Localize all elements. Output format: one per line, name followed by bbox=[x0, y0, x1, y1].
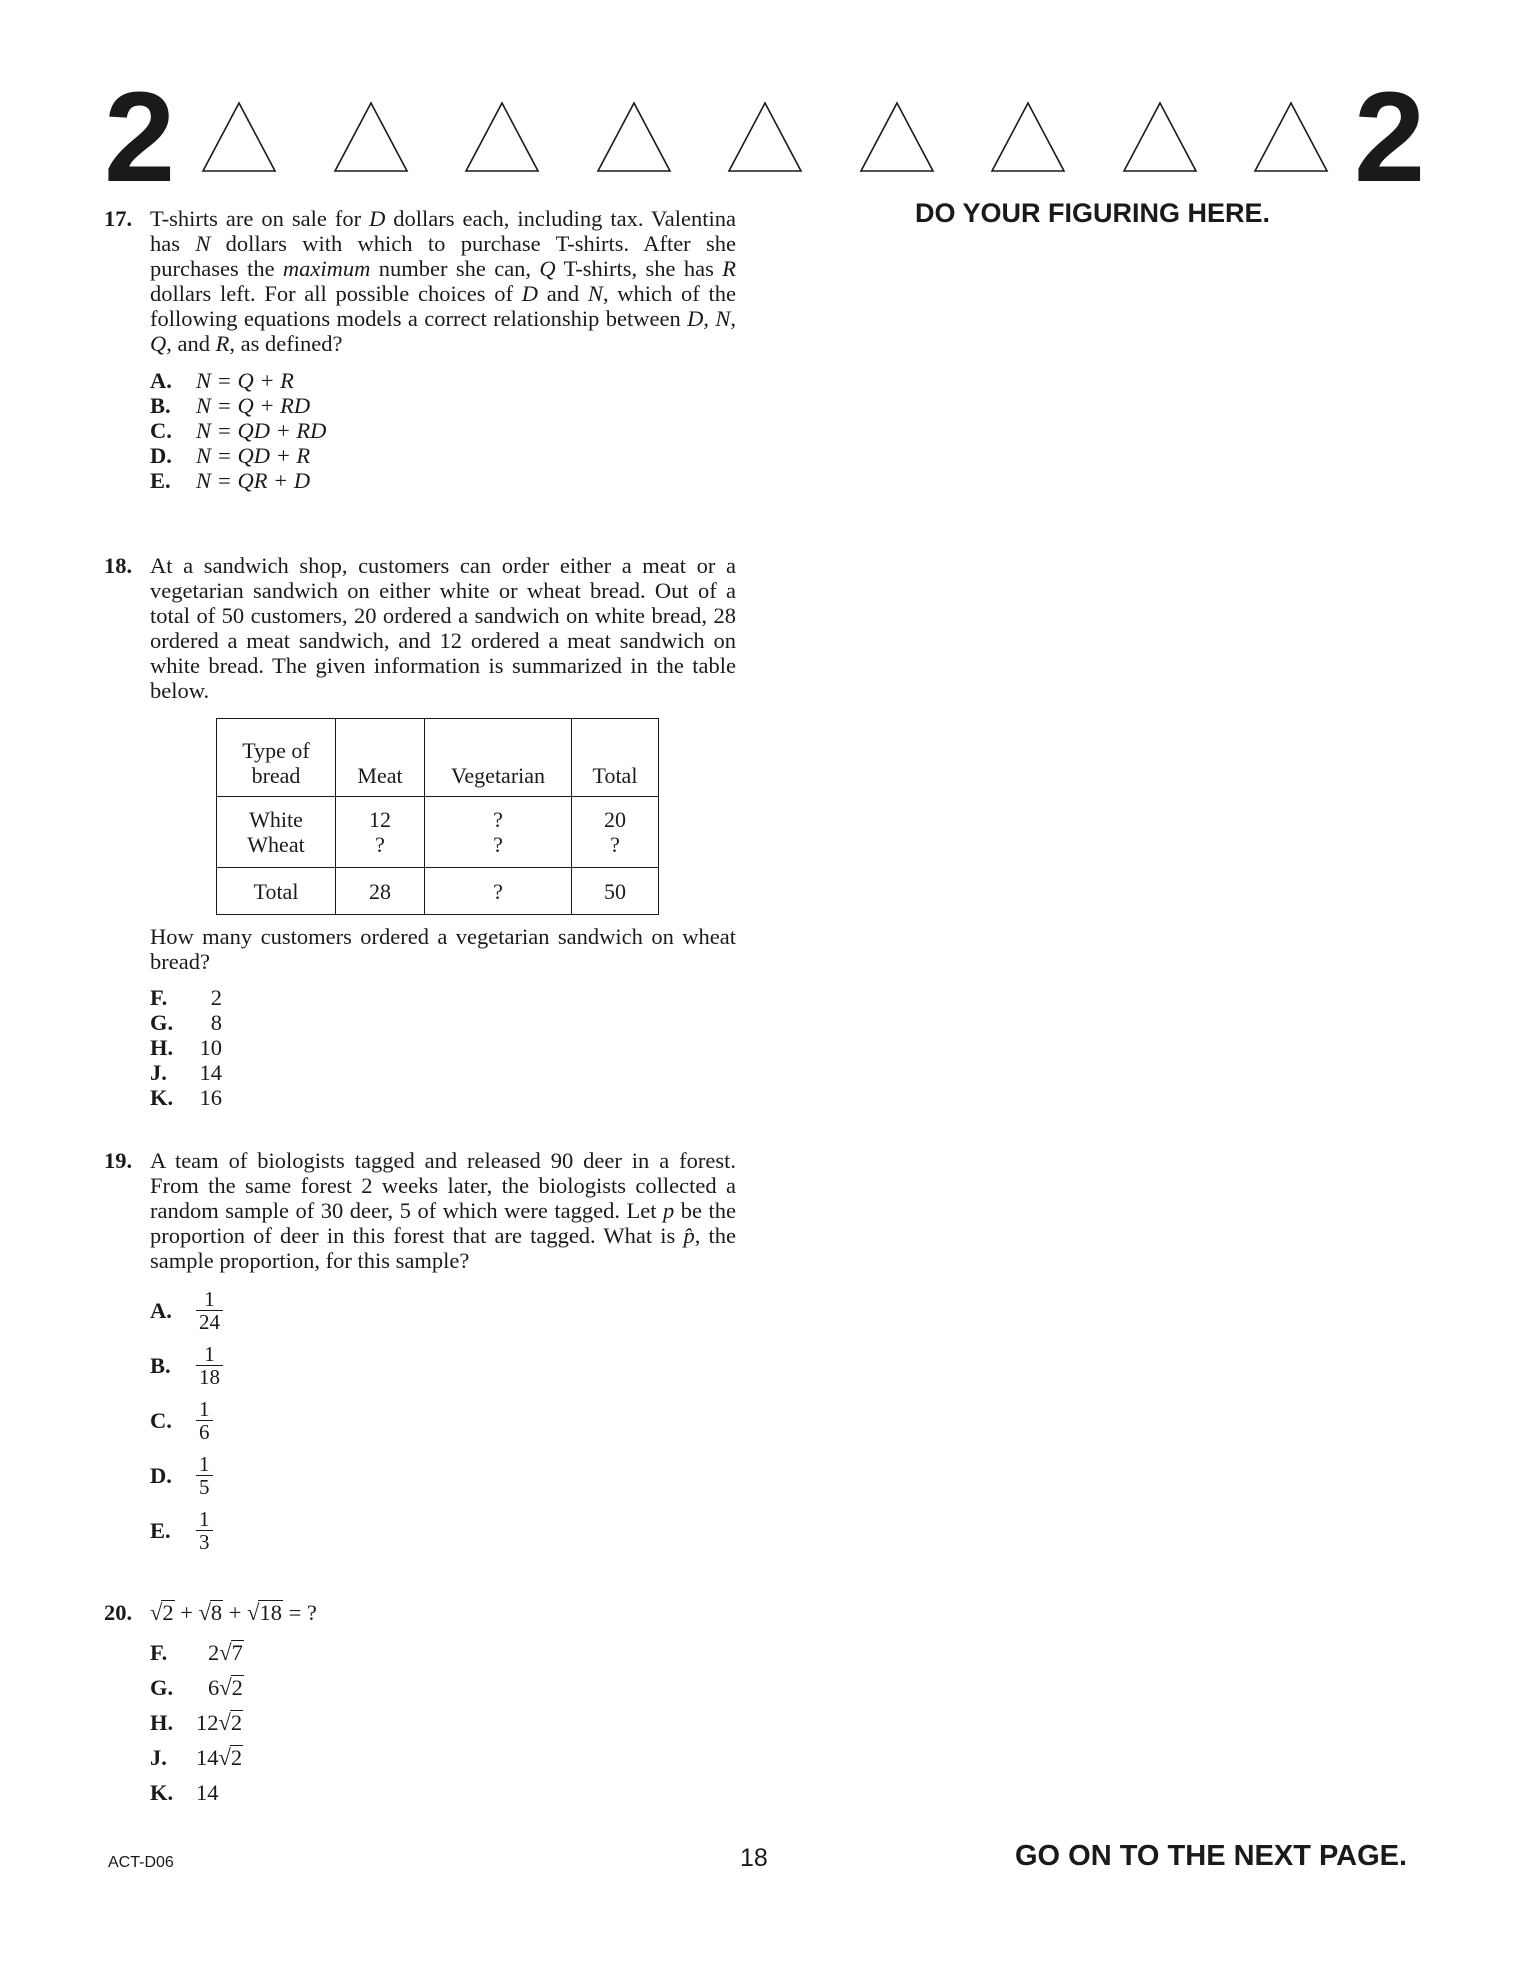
option-letter: K. bbox=[150, 1085, 174, 1110]
next-page-notice: GO ON TO THE NEXT PAGE. bbox=[1015, 1840, 1408, 1872]
option-text: N = Q + RD bbox=[196, 393, 311, 418]
table-cell-total-total: 50 bbox=[572, 868, 659, 915]
table-header-vegetarian: Vegetarian bbox=[425, 719, 572, 797]
option-text: N = QD + R bbox=[196, 443, 311, 468]
question-17 bbox=[104, 206, 736, 493]
form-code: ACT-D06 bbox=[108, 1854, 174, 1871]
table-cell-meat: 12 ? bbox=[336, 797, 425, 868]
question-text: How many customers ordered a vegetarian sandwich on wheat bread? bbox=[150, 924, 736, 974]
fraction-denominator: 5 bbox=[196, 1475, 213, 1498]
fraction bbox=[196, 1398, 213, 1443]
option-text: 6√2 bbox=[196, 1670, 244, 1705]
answer-option bbox=[150, 1503, 736, 1558]
answer-option bbox=[150, 1448, 736, 1503]
answer-option bbox=[150, 1338, 736, 1393]
option-letter: H. bbox=[150, 1710, 174, 1735]
sandwich-table bbox=[216, 718, 659, 915]
option-letter: J. bbox=[150, 1745, 167, 1770]
option-radicand: 2 bbox=[231, 1675, 243, 1700]
option-letter: B. bbox=[150, 393, 171, 418]
outline-triangle-icon bbox=[989, 100, 1067, 174]
question-text: A team of biologists tagged and released 90 deer in a forest. From the same forest 2 weeks later, the biologists collected a random sample of 30 deer, 5 of which were tagged. Let p be the proportion of deer in this forest that are tagged. What is p̂, the sample proportion, for this sample? bbox=[150, 1148, 736, 1273]
section-number-right: 2 bbox=[1354, 66, 1426, 209]
answer-option bbox=[150, 1010, 736, 1035]
option-letter: H. bbox=[150, 1035, 174, 1060]
section-number-left: 2 bbox=[104, 66, 176, 209]
question-19 bbox=[104, 1148, 736, 1558]
fraction bbox=[196, 1288, 223, 1333]
fraction bbox=[196, 1508, 213, 1553]
table-row bbox=[217, 868, 659, 915]
option-text: N = QD + RD bbox=[196, 418, 327, 443]
fraction-numerator: 1 bbox=[199, 1397, 210, 1421]
outline-triangle-icon bbox=[858, 100, 936, 174]
fraction bbox=[196, 1343, 223, 1388]
answer-option bbox=[150, 985, 736, 1010]
question-18 bbox=[104, 553, 736, 703]
fraction-denominator: 24 bbox=[196, 1310, 223, 1333]
option-letter: G. bbox=[150, 1675, 174, 1700]
option-text: 16 bbox=[199, 1085, 222, 1110]
answer-option bbox=[150, 1635, 736, 1670]
option-letter: C. bbox=[150, 1408, 172, 1433]
answer-option bbox=[150, 1060, 736, 1085]
answer-option bbox=[150, 1670, 736, 1705]
answer-option bbox=[150, 1705, 736, 1740]
option-radicand: 2 bbox=[230, 1710, 243, 1735]
outline-triangle-icon bbox=[1121, 100, 1199, 174]
option-text: N = Q + R bbox=[196, 368, 294, 393]
option-text: 10 bbox=[199, 1035, 222, 1060]
option-radicand: 2 bbox=[230, 1745, 243, 1770]
table-cell-total-vegetarian: ? bbox=[425, 868, 572, 915]
figuring-label: DO YOUR FIGURING HERE. bbox=[915, 198, 1271, 228]
answer-option bbox=[150, 443, 736, 468]
option-text: 2 bbox=[210, 985, 222, 1010]
option-letter: F. bbox=[150, 1640, 168, 1665]
option-coefficient: 6 bbox=[208, 1675, 220, 1700]
table-cell-bread: White Wheat bbox=[217, 797, 336, 868]
option-coefficient: 14 bbox=[196, 1745, 219, 1770]
fraction-denominator: 6 bbox=[196, 1420, 213, 1443]
fraction-denominator: 3 bbox=[196, 1530, 213, 1553]
option-text: 14√2 bbox=[196, 1745, 243, 1770]
answer-options bbox=[150, 368, 736, 493]
answer-options bbox=[150, 985, 736, 1110]
option-text: 8 bbox=[210, 1010, 222, 1035]
question-number: 17. bbox=[104, 206, 133, 231]
fraction-numerator: 1 bbox=[199, 1507, 210, 1531]
answer-option bbox=[150, 418, 736, 443]
option-letter: J. bbox=[150, 1060, 167, 1085]
table-cell-total-meat: 28 bbox=[336, 868, 425, 915]
table-header-meat: Meat bbox=[336, 719, 425, 797]
option-letter: D. bbox=[150, 443, 172, 468]
fraction-numerator: 1 bbox=[199, 1452, 210, 1476]
option-coefficient: 14 bbox=[196, 1780, 219, 1805]
outline-triangle-icon bbox=[463, 100, 541, 174]
question-20 bbox=[104, 1600, 736, 1810]
table-header-bread: Type of bread bbox=[217, 719, 336, 797]
outline-triangle-icon bbox=[332, 100, 410, 174]
option-letter: A. bbox=[150, 1298, 172, 1323]
answer-option bbox=[150, 1740, 736, 1775]
question-number: 19. bbox=[104, 1148, 133, 1173]
outline-triangle-icon bbox=[1252, 100, 1330, 174]
outline-triangle-icon bbox=[595, 100, 673, 174]
option-coefficient: 12 bbox=[196, 1710, 219, 1735]
answer-option bbox=[150, 1035, 736, 1060]
option-text: 2√7 bbox=[196, 1635, 244, 1670]
option-letter: A. bbox=[150, 368, 172, 393]
question-number: 20. bbox=[104, 1600, 133, 1625]
option-coefficient: 2 bbox=[208, 1640, 220, 1665]
fraction-numerator: 1 bbox=[204, 1287, 215, 1311]
option-text bbox=[196, 1775, 219, 1810]
radical-expression: √2 + √8 + √18 = ? bbox=[150, 1600, 317, 1625]
option-radicand: 7 bbox=[231, 1640, 243, 1665]
table-cell-vegetarian: ? ? bbox=[425, 797, 572, 868]
option-text: 12√2 bbox=[196, 1710, 243, 1735]
table-header-total: Total bbox=[572, 719, 659, 797]
answer-options bbox=[150, 1283, 736, 1558]
answer-options bbox=[150, 1635, 736, 1810]
question-number: 18. bbox=[104, 553, 133, 578]
option-letter: E. bbox=[150, 1518, 171, 1543]
answer-option bbox=[150, 393, 736, 418]
outline-triangle-icon bbox=[200, 100, 278, 174]
answer-option bbox=[150, 1283, 736, 1338]
answer-option bbox=[150, 368, 736, 393]
fraction-denominator: 18 bbox=[196, 1365, 223, 1388]
option-letter: G. bbox=[150, 1010, 174, 1035]
fraction bbox=[196, 1453, 213, 1498]
option-letter: F. bbox=[150, 985, 168, 1010]
option-letter: B. bbox=[150, 1353, 171, 1378]
page-number: 18 bbox=[740, 1844, 768, 1872]
table-cell-total: 20 ? bbox=[572, 797, 659, 868]
answer-option bbox=[150, 1393, 736, 1448]
answer-option bbox=[150, 468, 736, 493]
table-row bbox=[217, 797, 659, 868]
option-letter: E. bbox=[150, 468, 171, 493]
option-letter: K. bbox=[150, 1780, 174, 1805]
option-text: N = QR + D bbox=[196, 468, 311, 493]
answer-option bbox=[150, 1085, 736, 1110]
outline-triangle-icon bbox=[726, 100, 804, 174]
answer-option bbox=[150, 1775, 736, 1810]
fraction-numerator: 1 bbox=[204, 1342, 215, 1366]
option-letter: D. bbox=[150, 1463, 172, 1488]
option-letter: C. bbox=[150, 418, 172, 443]
table-cell-total-label: Total bbox=[217, 868, 336, 915]
question-text: At a sandwich shop, customers can order either a meat or a vegetarian sandwich on either white or wheat bread. Out of a total of 50 customers, 20 ordered a sandwich on white bread, 28 ordered a meat sandwich, and 12 ordered a meat sandwich on white bread. The given information is summarized in the table below. bbox=[150, 553, 736, 703]
triangle-row bbox=[200, 100, 1330, 176]
option-text: 14 bbox=[199, 1060, 222, 1085]
question-18-prompt bbox=[104, 924, 736, 1110]
question-text: T-shirts are on sale for D dollars each, including tax. Valentina has N dollars with which to purchase T-shirts. After she purchases the maximum number she can, Q T-shirts, she has R dollars left. For all possible choices of D and N, which of the following equations models a correct relationship between D, N, Q, and R, as defined? bbox=[150, 206, 737, 356]
